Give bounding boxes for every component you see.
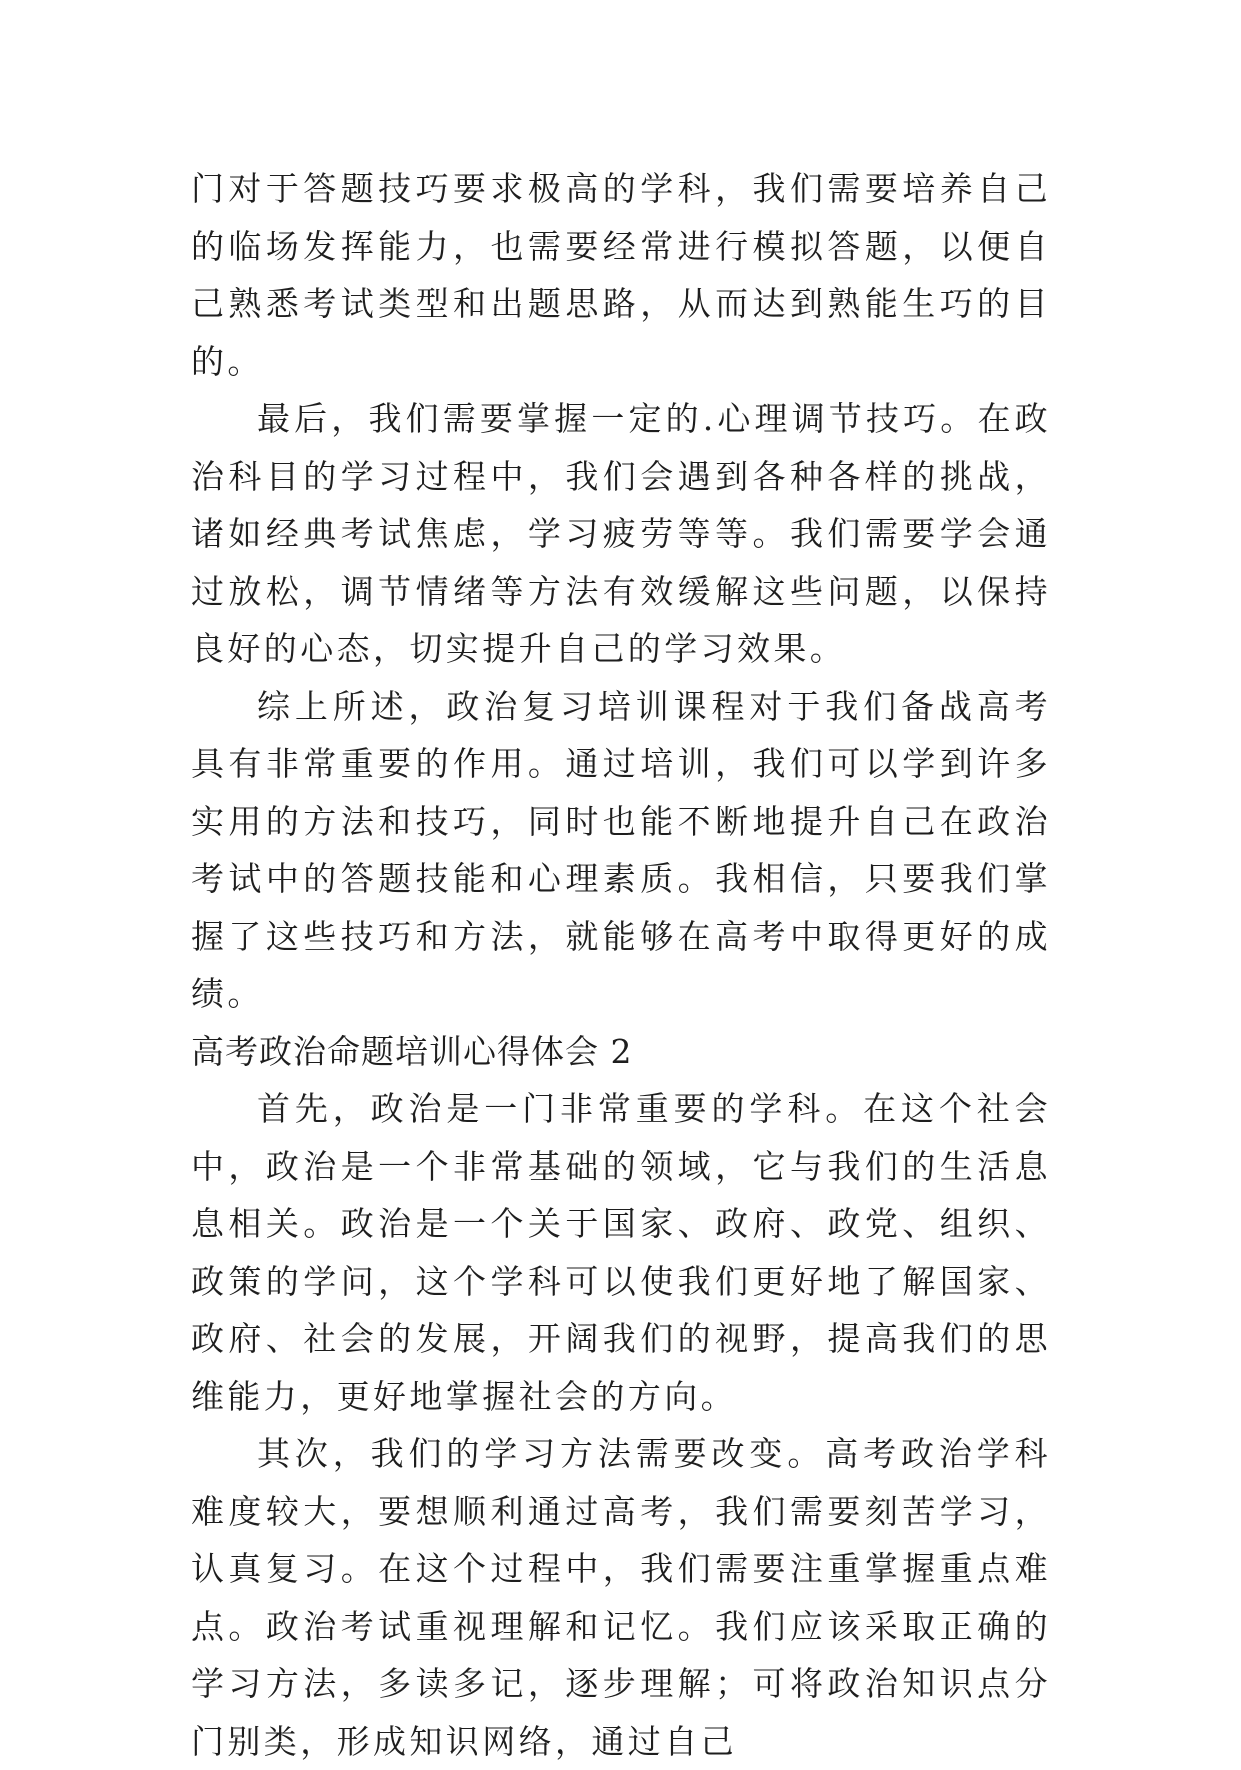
paragraph-study-method: 其次，我们的学习方法需要改变。高考政治学科难度较大，要想顺利通过高考，我们需要刻苦学习，认真复习。在这个过程中，我们需要注重掌握重点难点。政治考试重视理解和记忆。我们应该采取正确的学习方法，多读多记，逐步理解；可将政治知识点分门别类，形成知识网络，通过自己 bbox=[191, 1434, 1051, 1761]
paragraph-continuation: 门对于答题技巧要求极高的学科，我们需要培养自己的临场发挥能力，也需要经常进行模拟答题，以便自己熟悉考试类型和出题思路，从而达到熟能生巧的目的。 bbox=[191, 169, 1051, 381]
paragraph-importance: 首先，政治是一门非常重要的学科。在这个社会中，政治是一个非常基础的领域，它与我们的生活息息相关。政治是一个关于国家、政府、政党、组织、政策的学问，这个学科可以使我们更好地了解国家、政府、社会的发展，开阔我们的视野，提高我们的思维能力，更好地掌握社会的方向。 bbox=[191, 1089, 1051, 1416]
document-body bbox=[191, 160, 1051, 1770]
paragraph-summary: 综上所述，政治复习培训课程对于我们备战高考具有非常重要的作用。通过培训，我们可以学到许多实用的方法和技巧，同时也能不断地提升自己在政治考试中的答题技能和心理素质。我相信，只要我们掌握了这些技巧和方法，就能够在高考中取得更好的成绩。 bbox=[191, 686, 1051, 1013]
section-heading: 高考政治命题培训心得体会 2 bbox=[191, 1031, 633, 1071]
paragraph-psychology-skills: 最后，我们需要掌握一定的.心理调节技巧。在政治科目的学习过程中，我们会遇到各种各样的挑战，诸如经典考试焦虑，学习疲劳等等。我们需要学会通过放松，调节情绪等方法有效缓解这些问题，以保持良好的心态，切实提升自己的学习效果。 bbox=[191, 399, 1051, 668]
